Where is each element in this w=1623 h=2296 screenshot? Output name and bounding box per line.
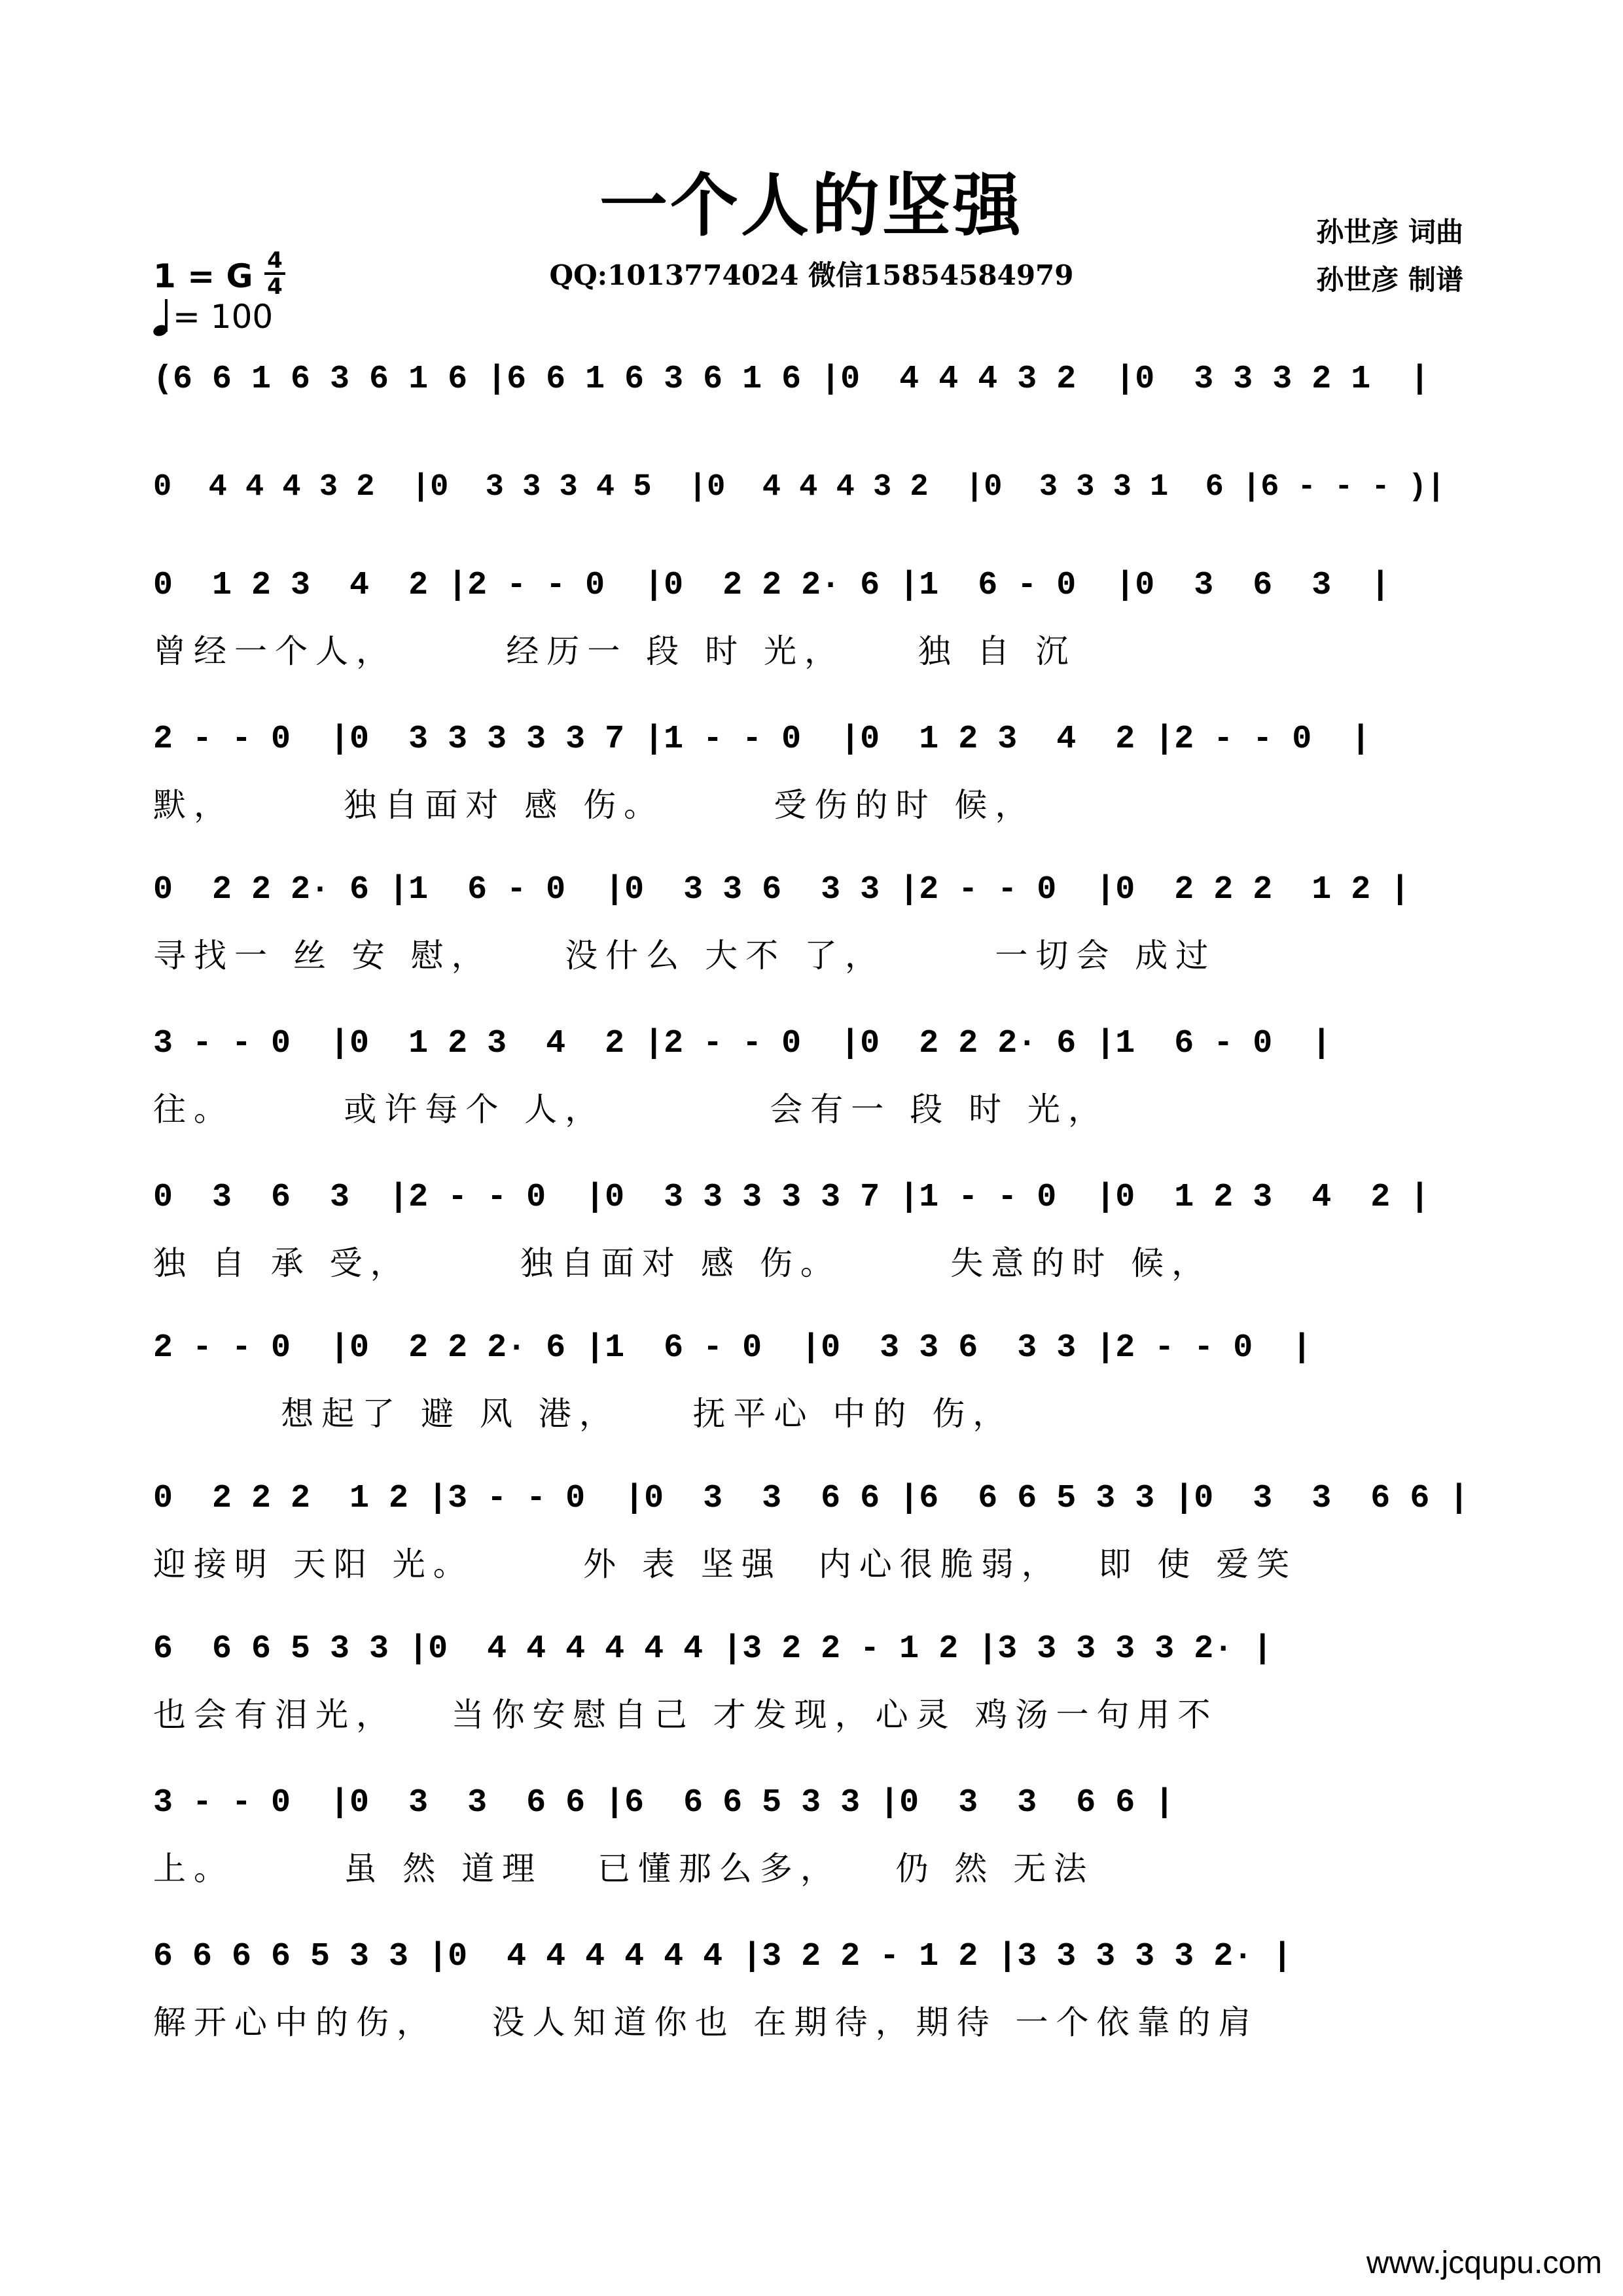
lyrics-line: 寻找一 丝 安 慰， 没什么 大不 了， 一切会 成过 (153, 937, 1217, 975)
lyricist-credit: 孙世彦 词曲 (1316, 216, 1463, 248)
watermark-url: www.jcqupu.com (1366, 2246, 1602, 2280)
lyrics-line: 上。 虽 然 道理 已懂那么多， 仍 然 无法 (153, 1850, 1095, 1888)
notation-line: 2 - - 0 |0 3 3 3 3 3 7 |1 - - 0 |0 1 2 3 4 2 |2 - - 0 | (153, 721, 1371, 758)
key-signature: 1 = G (153, 257, 253, 295)
page-title: 一个人的坚强 (599, 165, 1024, 245)
score-system (153, 1322, 1472, 1466)
lyrics-line: 迎接明 天阳 光。 外 表 坚强 内心很脆弱， 即 使 爱笑 (153, 1545, 1298, 1583)
notation-line: 6 6 6 6 5 3 3 |0 4 4 4 4 4 4 |3 2 2 - 1 2 |3 3 3 3 3 2· | (153, 1938, 1293, 1975)
score-system (153, 1018, 1472, 1162)
lyrics-line: 解开心中的伤， 没人知道你也 在期待，期待 一个依靠的肩 (153, 2003, 1259, 2041)
lyrics-line: 往。 或许每个 人， 会有一 段 时 光， (153, 1090, 1109, 1128)
lyrics-line: 曾经一个人， 经历一 段 时 光， 独 自 沉 (153, 632, 1077, 670)
tempo-marking (153, 298, 273, 336)
time-signature (262, 249, 288, 298)
notation-line: 3 - - 0 |0 1 2 3 4 2 |2 - - 0 |0 2 2 2· 6 |1 6 - 0 | (153, 1025, 1332, 1062)
score-system (153, 1777, 1472, 1921)
lyrics-line: 默， 独自面对 感 伤。 受伤的时 候， (153, 786, 1036, 824)
arranger-credit: 孙世彦 制谱 (1316, 264, 1463, 296)
notation-line: 3 - - 0 |0 3 3 6 6 |6 6 6 5 3 3 |0 3 3 6 6 | (153, 1784, 1175, 1821)
notation-line: 2 - - 0 |0 2 2 2· 6 |1 6 - 0 |0 3 3 6 3 3 |2 - - 0 | (153, 1329, 1312, 1367)
tempo-value: = 100 (173, 298, 274, 336)
score-system (153, 864, 1472, 1008)
notation-line: (6 6 1 6 3 6 1 6 |6 6 1 6 3 6 1 6 |0 4 4 4 3 2 |0 3 3 3 2 1 | (153, 361, 1430, 398)
notation-line: 0 2 2 2 1 2 |3 - - 0 |0 3 3 6 6 |6 6 6 5 3 3 |0 3 3 6 6 | (153, 1480, 1469, 1517)
quarter-note-icon (153, 298, 173, 336)
time-signature-top: 4 (267, 247, 283, 274)
lyrics-line: 想起了 避 风 港， 抚平心 中的 伤， (153, 1395, 1014, 1433)
score-system (153, 1172, 1472, 1316)
lyrics-line: 独 自 承 受， 独自面对 感 伤。 失意的时 候， (153, 1244, 1213, 1282)
score-system (153, 1473, 1472, 1617)
notation-line: 0 3 6 3 |2 - - 0 |0 3 3 3 3 3 7 |1 - - 0 |0 1 2 3 4 2 | (153, 1179, 1430, 1216)
score-system (153, 1623, 1472, 1767)
contact-info: QQ:1013774024 微信15854584979 (549, 259, 1074, 291)
notation-line: 0 4 4 4 3 2 |0 3 3 3 4 5 |0 4 4 4 3 2 |0 3 3 3 1 6 |6 - - - )| (153, 470, 1446, 505)
time-signature-bottom: 4 (267, 274, 283, 300)
score-system (153, 713, 1472, 857)
notation-line: 0 1 2 3 4 2 |2 - - 0 |0 2 2 2· 6 |1 6 - 0 |0 3 6 3 | (153, 567, 1391, 604)
score-system (153, 560, 1472, 704)
notation-line: 0 2 2 2· 6 |1 6 - 0 |0 3 3 6 3 3 |2 - - 0 |0 2 2 2 1 2 | (153, 871, 1410, 908)
score-system (153, 1931, 1472, 2075)
notation-line: 6 6 6 5 3 3 |0 4 4 4 4 4 4 |3 2 2 - 1 2 |3 3 3 3 3 2· | (153, 1630, 1273, 1668)
lyrics-line: 也会有泪光， 当你安慰自己 才发现，心灵 鸡汤一句用不 (153, 1696, 1219, 1734)
